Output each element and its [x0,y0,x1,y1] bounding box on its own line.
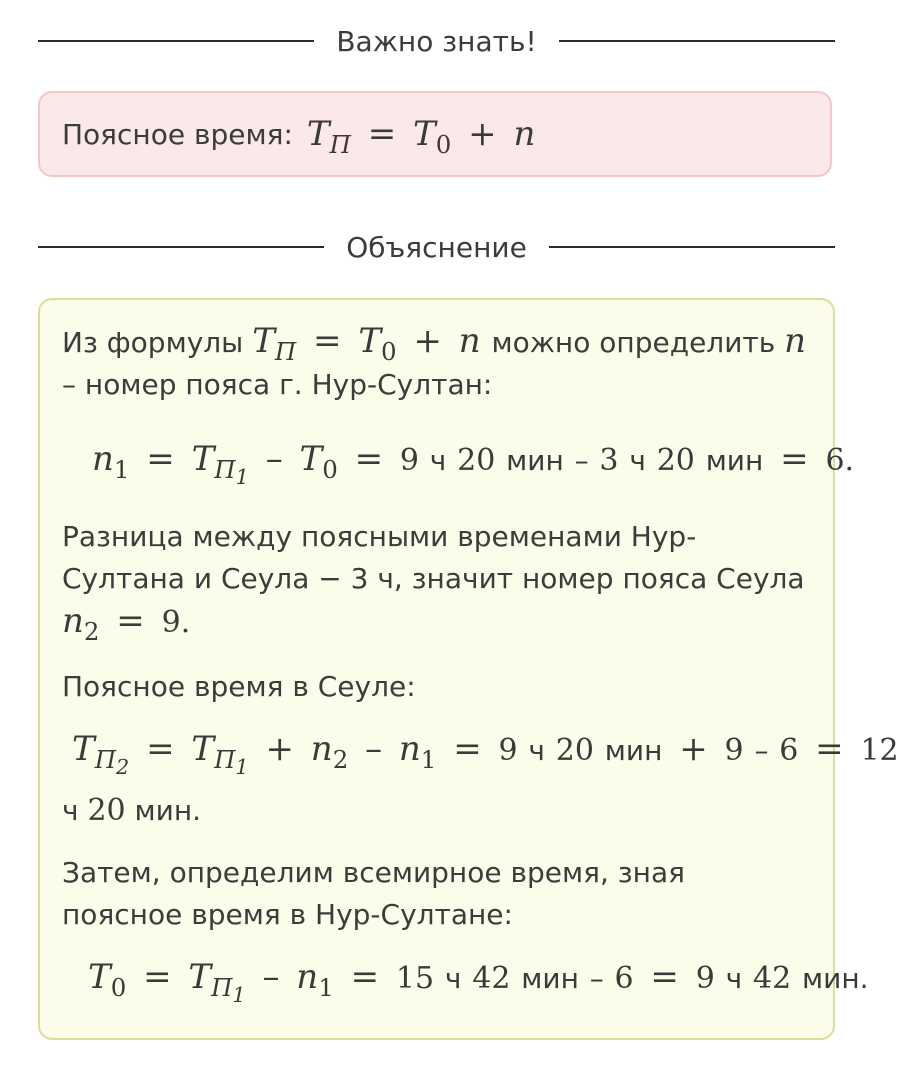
math-var-T0: T [299,439,323,479]
math-var-n: n [62,601,84,641]
explanation-paragraph-3: Поясное время в Сеуле: [62,670,416,703]
math-eq: = [116,601,145,641]
equation-t0 [88,956,869,1008]
value: 20 [555,733,594,768]
math-eq: = [453,729,482,769]
unit-h: ч [429,444,447,477]
math-var-T: T [306,114,330,154]
math-sub-P: П [214,744,236,774]
text-from-formula: Из формулы [62,326,244,359]
unit-min: мин. [134,794,202,827]
math-var-T: T [252,321,275,361]
text-zone-time-nursultan: поясное время в Нур-Султане: [62,898,513,931]
value: 9 [695,961,715,996]
math-var-T0: T [413,114,436,154]
inline-formula [252,321,491,366]
math-var-n: n [784,321,807,361]
explanation-paragraph-2 [62,516,822,644]
section-divider-explanation [38,232,835,262]
value: 3 [599,443,619,478]
math-eq: = [350,957,380,997]
math-eq: = [650,957,679,997]
section-title-explanation: Объяснение [346,230,527,264]
math-sub-2: 2 [116,755,130,780]
math-eq: = [780,439,809,479]
math-sub-P1 [211,972,246,1008]
section-title-important: Важно знать! [336,24,537,58]
math-minus: – [365,729,383,769]
formula-expression [306,114,536,159]
value: 9 [498,733,518,768]
unit-h: ч [62,794,79,827]
math-var-T: T [191,439,215,479]
math-minus: – [754,734,769,767]
value: 6 [614,961,634,996]
text-seoul-zone: Султана и Сеула − 3 ч, значит номер пояса Сеула [62,562,805,595]
math-var-n: n [296,957,319,997]
math-plus: + [679,729,708,769]
math-sub-2: 2 [332,744,349,774]
math-var-T: T [191,729,215,769]
math-sub-1: 1 [113,454,130,484]
math-sub-P: П [329,129,351,159]
unit-min: мин [521,962,579,995]
value: 9. [161,605,191,640]
inline-formula-n2 [62,600,822,644]
explanation-box [38,298,899,1040]
divider-line-right [549,246,835,248]
math-plus: + [468,114,497,154]
math-var-n: n [92,439,114,479]
value: 12 [860,733,899,768]
divider-line-left [38,40,314,42]
section-divider-important [38,26,835,56]
explanation-paragraph-4 [62,852,822,936]
value: 20 [457,443,496,478]
math-sub-P2 [94,744,130,780]
value: 6 [779,733,799,768]
math-minus: – [262,957,280,997]
math-sub-0: 0 [381,336,397,366]
math-var-T0: T [88,957,111,997]
unit-min: мин [506,444,564,477]
math-minus: – [265,439,283,479]
math-eq: = [146,439,175,479]
value: 6. [825,443,855,478]
formula-label: Поясное время: [62,117,293,151]
math-plus: + [265,729,294,769]
unit-h: ч [629,444,646,477]
math-sub-P1 [214,744,249,780]
value: 20 [87,793,126,828]
unit-h: ч [444,962,462,995]
math-sub-0: 0 [110,972,127,1002]
math-eq: = [313,321,342,361]
text-zone-number: – номер пояса г. Нур-Султан: [62,368,493,401]
math-eq: = [367,114,397,154]
math-var-n: n [310,729,333,769]
equation-n1 [92,438,855,490]
math-var-n: n [398,729,421,769]
explanation-paragraph-1 [62,320,812,406]
math-eq: = [815,729,844,769]
value: 15 [395,961,435,996]
math-var-T: T [188,957,212,997]
divider-line-left [38,246,324,248]
math-minus: – [589,962,604,995]
math-sub-P1 [214,454,249,490]
equation-tp2 [72,728,899,780]
text-difference: Разница между поясными временами Нур- [62,520,697,553]
math-sub-P: П [214,454,236,484]
math-sub-1: 1 [235,755,249,780]
math-var-n: n [513,114,536,154]
math-sub-1: 1 [232,983,246,1008]
math-minus: – [574,444,589,477]
math-sub-0: 0 [322,454,338,484]
math-sub-P: П [211,972,233,1002]
math-sub-P: П [274,336,297,366]
value: 9 [724,733,744,768]
math-sub-1: 1 [420,744,437,774]
math-eq: = [354,439,384,479]
text-then-define: Затем, определим всемирное время, зная [62,856,685,889]
math-sub-1: 1 [318,972,334,1002]
value: 20 [656,443,695,478]
math-var-T: T [72,729,95,769]
math-eq: = [146,729,175,769]
math-eq: = [143,957,172,997]
divider-line-right [559,40,835,42]
math-sub-0: 0 [435,129,452,159]
value: 9 [399,443,419,478]
math-var-n: n [458,321,481,361]
text-can-determine: можно определить [491,326,776,359]
value: 42 [472,961,511,996]
math-sub-P: П [94,744,117,774]
math-sub-2: 2 [83,616,100,646]
unit-min: мин [604,734,663,767]
equation-tp2-cont [62,790,201,832]
unit-min: мин. [802,962,869,995]
unit-h: ч [725,962,743,995]
math-plus: + [413,321,442,361]
math-var-T0: T [358,321,382,361]
unit-min: мин [705,444,764,477]
unit-h: ч [528,734,545,767]
value: 42 [753,961,792,996]
math-sub-1: 1 [235,465,249,490]
formula-highlight-box [38,91,832,177]
